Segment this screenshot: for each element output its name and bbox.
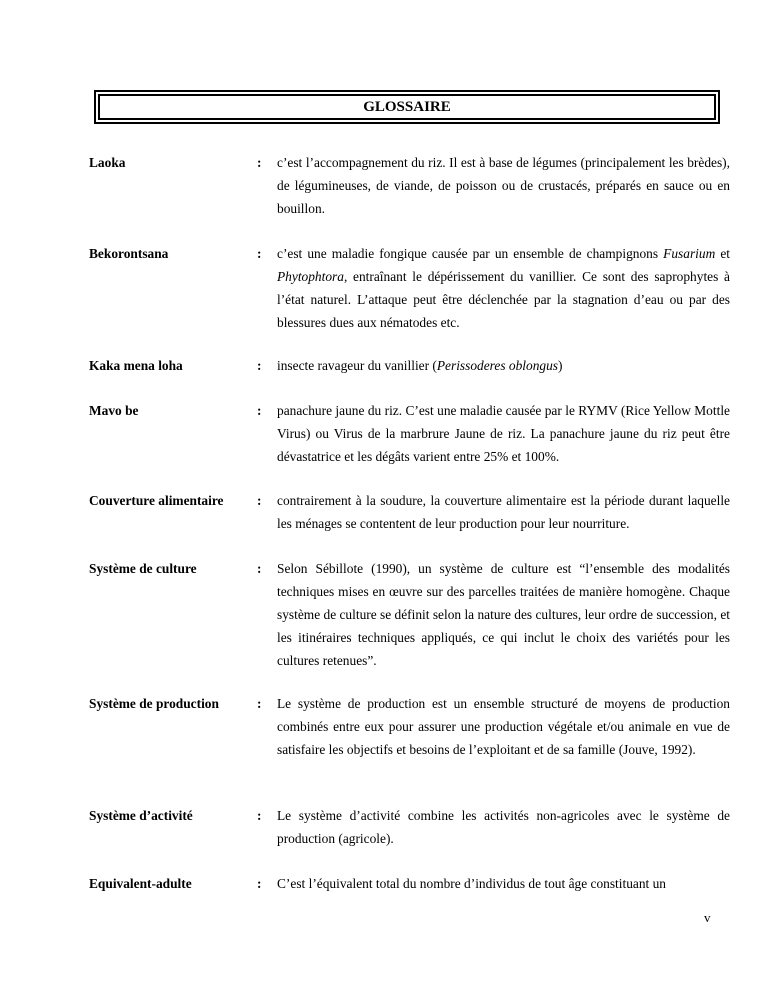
entry-term: Bekorontsana <box>89 246 169 261</box>
entry-colon: : <box>257 561 262 576</box>
definition-text-run: Le système de production est un ensemble structuré de moyens de production combinés entre eux pour assurer une production végétale et/ou animale en vue de satisfaire les objectifs et besoins de l’exploitant et de sa famille (Jouve, 1992). <box>277 696 730 757</box>
page-number: v <box>704 910 711 925</box>
entry-term: Système d’activité <box>89 808 193 823</box>
entry-term: Couverture alimentaire <box>89 493 224 508</box>
glossary-entry-systeme-de-production <box>89 692 730 761</box>
glossary-entry-kaka-mena-loha <box>89 354 730 377</box>
definition-text-run: , entraînant le dépérissement du vanillier. Ce sont des saprophytes à l’état naturel. L’attaque peut être déclenchée par la stagnation d’eau ou par des blessures dues aux nématodes etc. <box>277 269 730 330</box>
entry-definition <box>277 872 730 895</box>
entry-colon: : <box>257 403 262 418</box>
definition-text-run: panachure jaune du riz. C’est une maladie causée par le RYMV (Rice Yellow Mottle Virus) ou Virus de la marbrure Jaune de riz. La panachure jaune du riz peut être dévastatrice et les dégâts varient entre 25% et 100%. <box>277 403 730 464</box>
entry-definition <box>277 557 730 672</box>
entry-colon: : <box>257 155 262 170</box>
entry-definition <box>277 242 730 334</box>
definition-text-run: c’est l’accompagnement du riz. Il est à base de légumes (principalement les brèdes), de légumineuses, de viande, de poisson ou de crustacés, préparés en sauce ou en bouillon. <box>277 155 730 216</box>
glossary-entry-systeme-d-activite <box>89 804 730 850</box>
entry-definition <box>277 692 730 761</box>
definition-text-run: ) <box>558 358 563 373</box>
entry-colon: : <box>257 493 262 508</box>
definition-text-run: C’est l’équivalent total du nombre d’individus de tout âge constituant un <box>277 876 666 891</box>
glossary-entry-systeme-de-culture <box>89 557 730 672</box>
entry-term: Equivalent-adulte <box>89 876 192 891</box>
definition-italic-run: Fusarium <box>663 246 716 261</box>
definition-text-run: insecte ravageur du vanillier ( <box>277 358 437 373</box>
entry-colon: : <box>257 808 262 823</box>
entry-colon: : <box>257 246 262 261</box>
entry-term: Kaka mena loha <box>89 358 183 373</box>
entry-term: Mavo be <box>89 403 139 418</box>
definition-text-run: Le système d’activité combine les activités non-agricoles avec le système de production (agricole). <box>277 808 730 846</box>
glossary-entry-bekorontsana <box>89 242 730 334</box>
entry-definition <box>277 151 730 220</box>
entry-colon: : <box>257 358 262 373</box>
glossary-entry-laoka <box>89 151 730 220</box>
entry-term: Système de production <box>89 696 219 711</box>
entry-definition <box>277 489 730 535</box>
entry-definition <box>277 354 730 377</box>
definition-text-run: Selon Sébillote (1990), un système de culture est “l’ensemble des modalités techniques mises en œuvre sur des parcelles traitées de manière homogène. Chaque système de culture se définit selon la nature des cultures, leur ordre de succession, et les itinéraires techniques appliqués, ce qui inclut le choix des variétés pour les cultures retenues”. <box>277 561 730 668</box>
definition-italic-run: Phytophtora <box>277 269 344 284</box>
entry-term: Laoka <box>89 155 126 170</box>
glossary-entry-couverture-alimentaire <box>89 489 730 535</box>
entry-colon: : <box>257 696 262 711</box>
glossary-entry-equivalent-adulte <box>89 872 730 895</box>
glossary-title-frame <box>94 90 720 124</box>
entry-definition <box>277 399 730 468</box>
definition-text-run: contrairement à la soudure, la couverture alimentaire est la période durant laquelle les ménages se contentent de leur production pour leur nourriture. <box>277 493 730 531</box>
definition-text-run: c’est une maladie fongique causée par un ensemble de champignons <box>277 246 664 261</box>
entry-colon: : <box>257 876 262 891</box>
definition-text-run: et <box>715 246 730 261</box>
glossary-title: GLOSSAIRE <box>98 94 716 120</box>
entry-term: Système de culture <box>89 561 197 576</box>
definition-italic-run: Perissoderes oblongus <box>436 358 559 373</box>
entry-definition <box>277 804 730 850</box>
glossary-entry-mavo-be <box>89 399 730 468</box>
